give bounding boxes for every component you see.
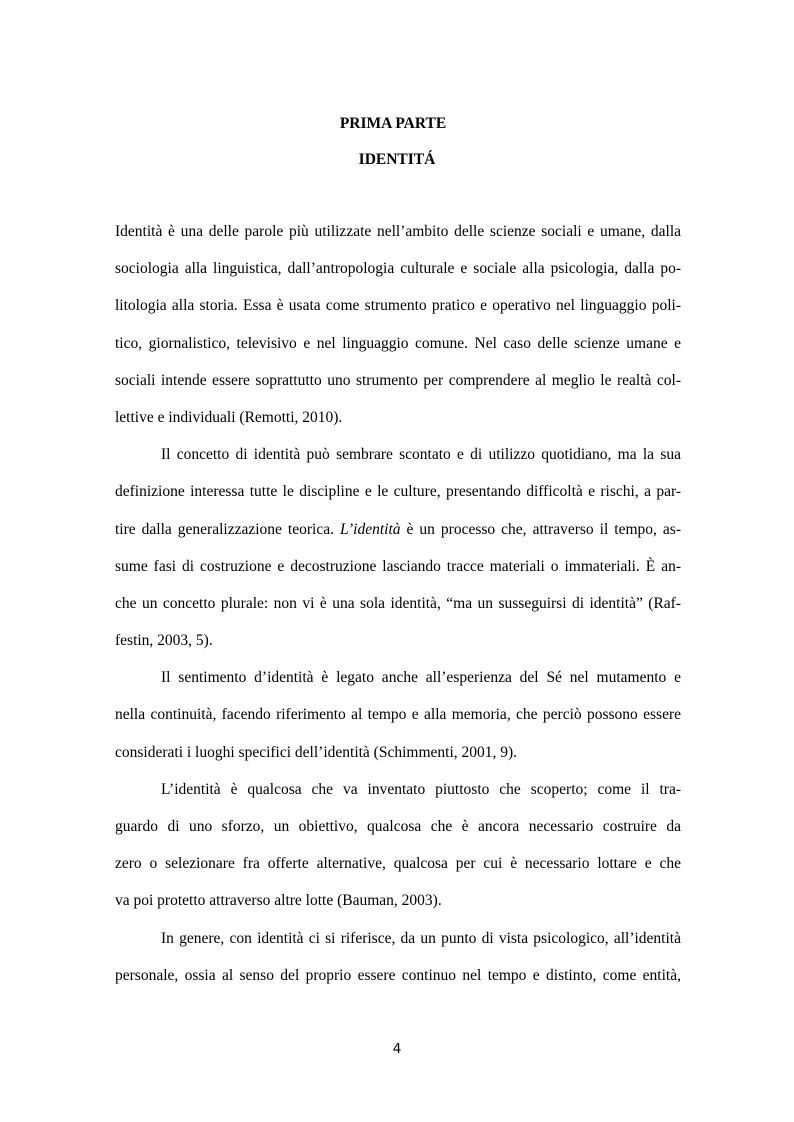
italic-phrase: L’identità xyxy=(339,520,401,538)
text-line: considerati i luoghi specifici dell’identità (Schimmenti, 2001, 9). xyxy=(115,743,518,761)
text-line: zero o selezionare fra offerte alternative, qualcosa per cui è necessario lottare e che xyxy=(115,855,681,873)
paragraph xyxy=(115,667,681,779)
text-line: litologia alla storia. Essa è usata come strumento pratico e operativo nel linguaggio poli- xyxy=(115,297,681,315)
text-segment: è un processo che, attraverso il tempo, as- xyxy=(400,520,681,538)
text-line: definizione interessa tutte le discipline e le culture, presentando difficoltà e rischi, a par- xyxy=(115,483,681,501)
paragraph xyxy=(115,444,681,667)
paragraph xyxy=(115,779,681,928)
text-line: Identità è una delle parole più utilizzate nell’ambito delle scienze sociali e umane, dalla xyxy=(115,223,681,240)
text-line: lettive e individuali (Remotti, 2010). xyxy=(115,408,343,426)
text-line: Il concetto di identità può sembrare scontato e di utilizzo quotidiano, ma la sua xyxy=(161,446,681,464)
text-line: nella continuità, facendo riferimento al tempo e alla memoria, che perciò possono essere xyxy=(115,706,681,724)
section-title: IDENTITÁ xyxy=(358,151,436,168)
paragraph xyxy=(115,928,681,1002)
text-line: sume fasi di costruzione e decostruzione lasciando tracce materiali o immateriali. È an- xyxy=(115,557,681,575)
text-line: Il sentimento d’identità è legato anche all’esperienza del Sé nel mutamento e xyxy=(161,669,681,687)
text-line: tico, giornalistico, televisivo e nel linguaggio comune. Nel caso delle scienze umane e xyxy=(115,334,681,352)
text-line: L’identità è qualcosa che va inventato piuttosto che scoperto; come il tra- xyxy=(161,780,681,798)
text-line: che un concetto plurale: non vi è una sola identità, “ma un susseguirsi di identità” (Raf- xyxy=(115,594,681,612)
part-heading: PRIMA PARTE xyxy=(339,115,447,132)
text-line: festin, 2003, 5). xyxy=(115,632,213,650)
paragraph xyxy=(115,221,681,444)
text-line: sociologia alla linguistica, dall’antropologia culturale e sociale alla psicologia, dalla po- xyxy=(115,260,681,278)
text-line: va poi protetto attraverso altre lotte (Bauman, 2003). xyxy=(115,892,442,910)
text-line: In genere, con identità ci si riferisce, da un punto di vista psicologico, all’identità xyxy=(161,929,681,947)
text-segment: tire dalla generalizzazione teorica. xyxy=(115,520,340,538)
text-line: sociali intende essere soprattutto uno strumento per comprendere al meglio le realtà col- xyxy=(115,371,681,389)
text-line: personale, ossia al senso del proprio essere continuo nel tempo e distinto, come entità, xyxy=(115,966,681,984)
text-line xyxy=(115,519,681,556)
text-line: guardo di uno sforzo, un obiettivo, qualcosa che è ancora necessario costruire da xyxy=(115,818,681,835)
body-text xyxy=(115,221,681,1002)
page-number: 4 xyxy=(392,1041,402,1057)
